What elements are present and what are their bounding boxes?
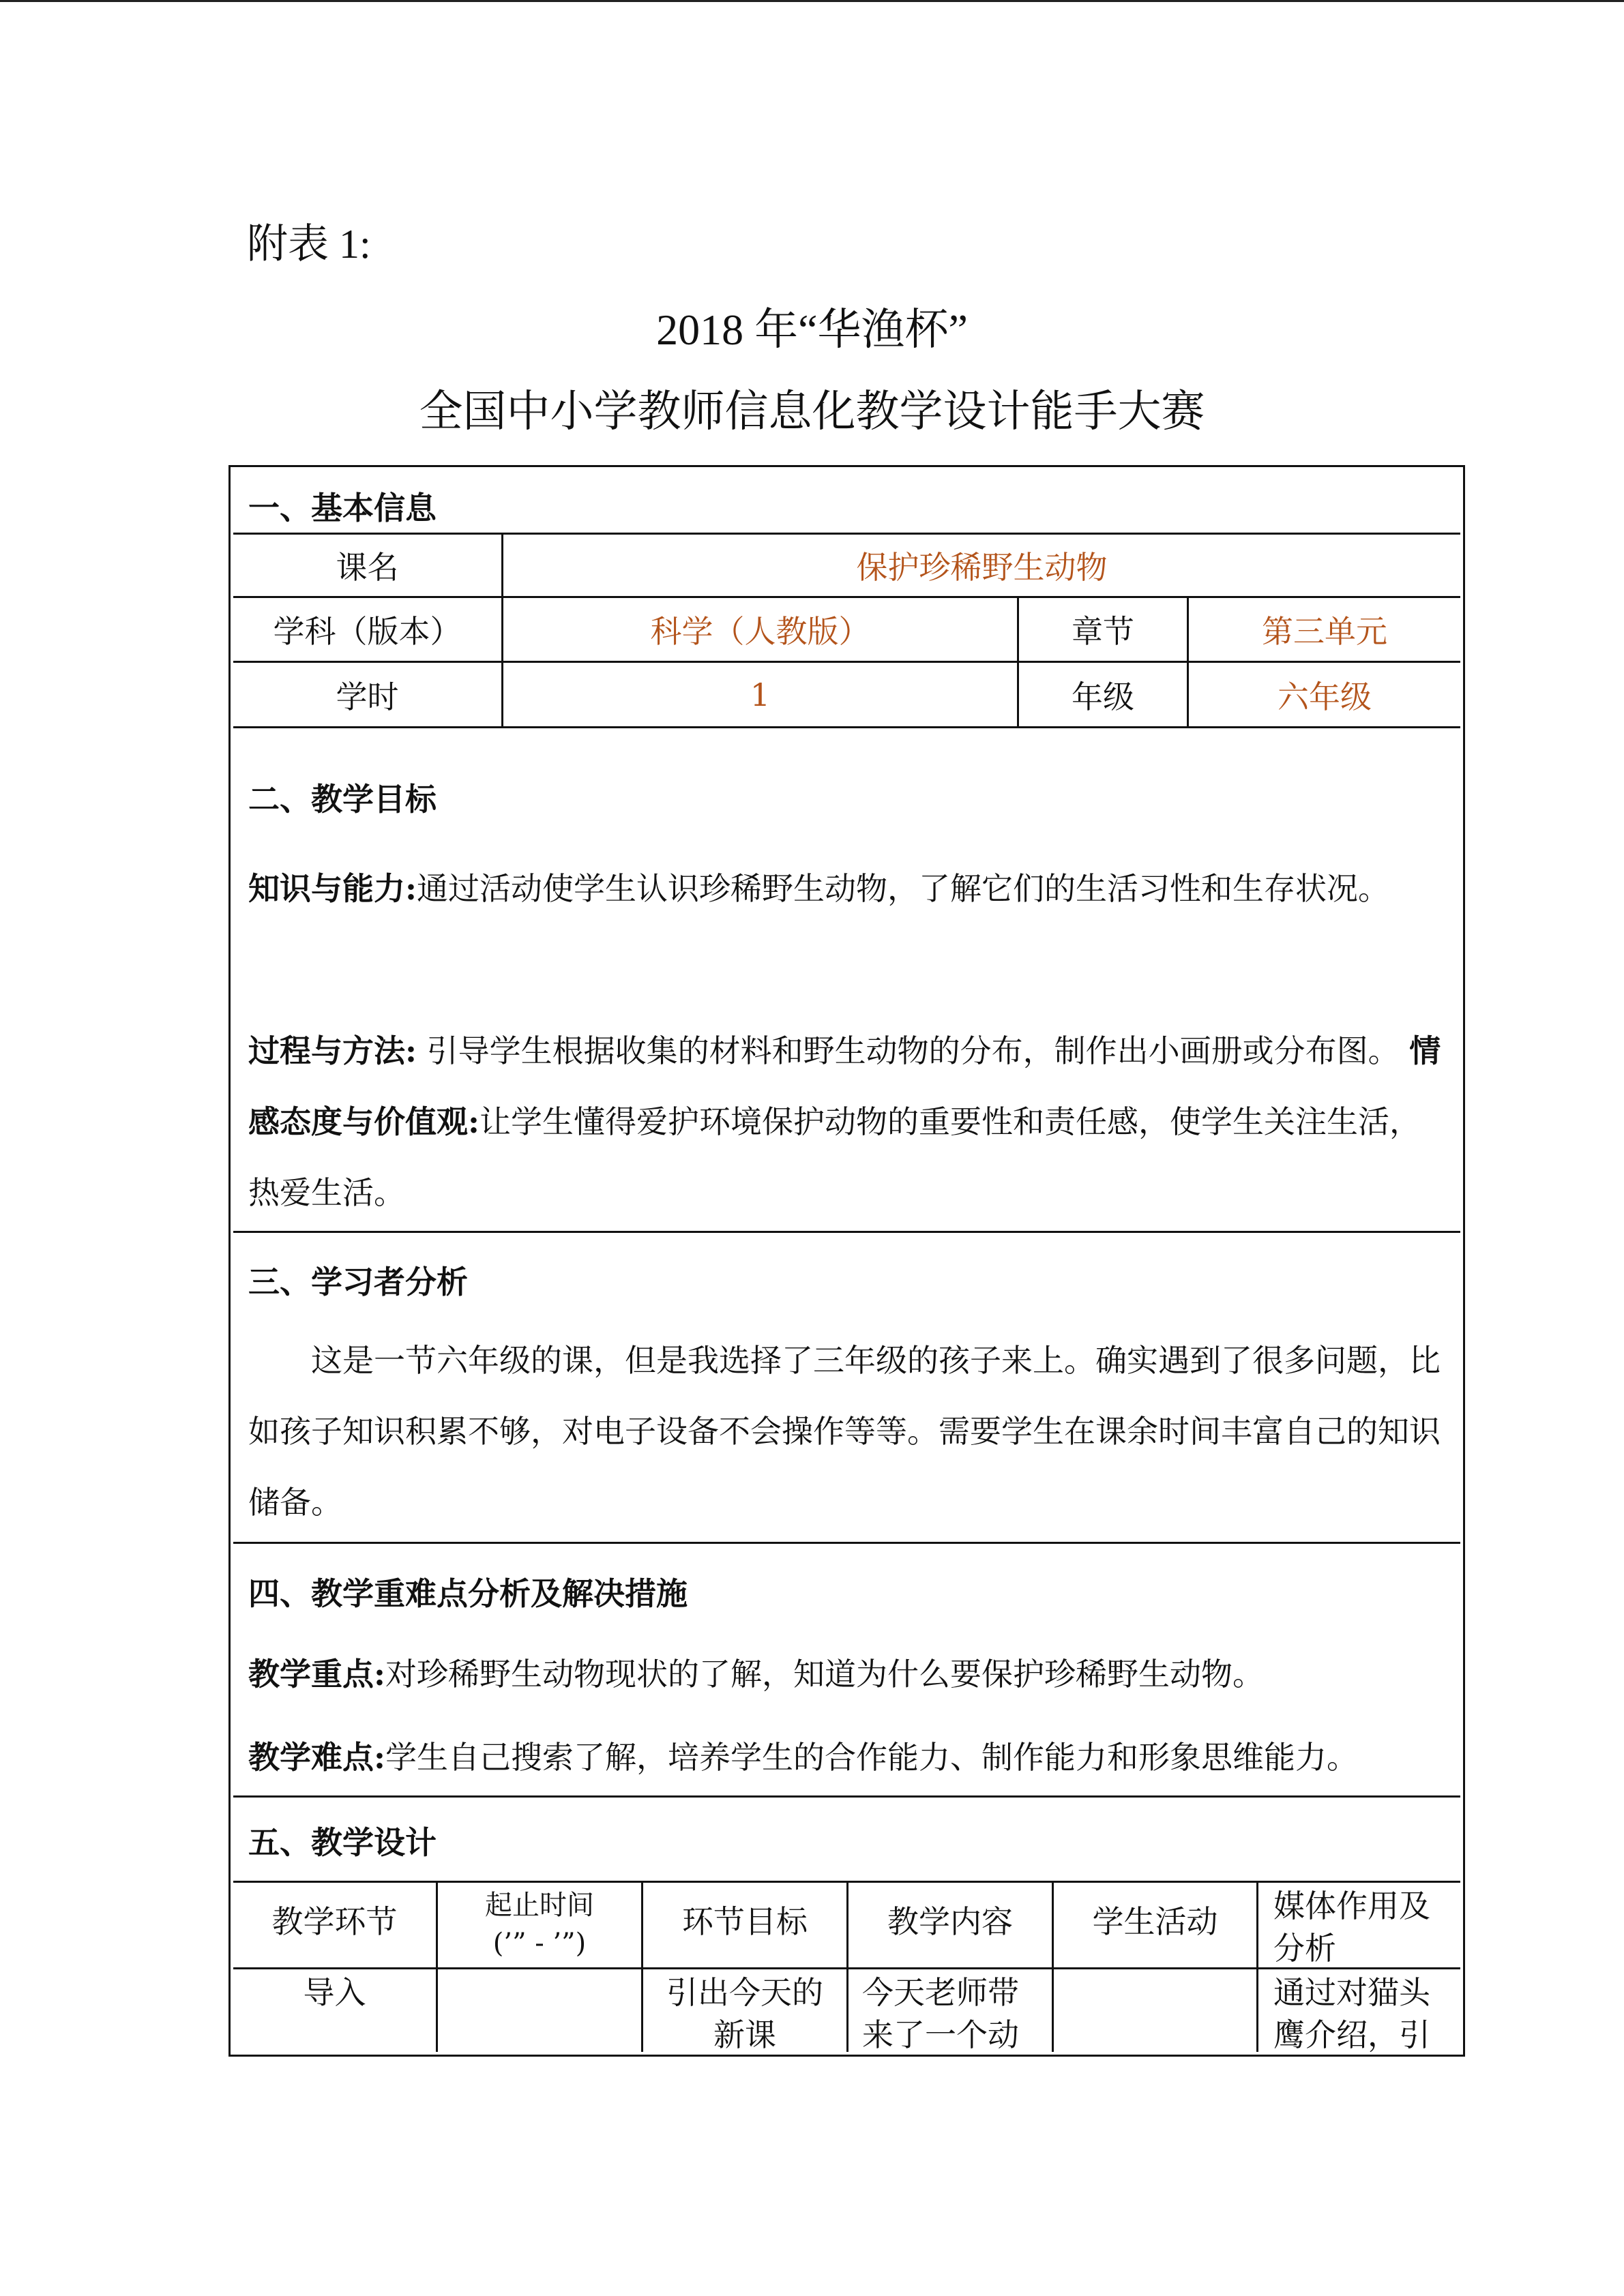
row-divider bbox=[233, 1542, 1460, 1544]
learner-analysis-text: 这是一节六年级的课，但是我选择了三年级的孩子来上。确实遇到了很多问题，比如孩子知识积累不够，对电子设备不会操作等等。需要学生在课余时间丰富自己的知识储备。 bbox=[248, 1342, 1441, 1521]
section-heading-teaching-design: 五、教学设计 bbox=[248, 1824, 437, 1861]
hours-value: 1 bbox=[750, 676, 771, 713]
row-divider bbox=[233, 726, 1460, 728]
section-heading-basic-info: 一、基本信息 bbox=[248, 490, 437, 526]
row1-stage: 导入 bbox=[303, 1974, 366, 2011]
column-header-content: 教学内容 bbox=[887, 1903, 1013, 1940]
section-heading-teaching-goals: 二、教学目标 bbox=[248, 781, 437, 818]
page-top-border bbox=[0, 0, 1624, 2]
key-point-label: 教学重点: bbox=[248, 1656, 385, 1693]
document-title-line1: 2018 年“华渔杯” bbox=[656, 305, 968, 354]
hours-label: 学时 bbox=[336, 678, 399, 715]
row1-goal: 引出今天的新课 bbox=[666, 1974, 823, 2053]
row1-content: 今天老师带来了一个动 bbox=[862, 1974, 1019, 2053]
column-header-stage: 教学环节 bbox=[271, 1903, 398, 1940]
subject-label: 学科（版本） bbox=[273, 613, 462, 650]
knowledge-label: 知识与能力: bbox=[248, 870, 417, 907]
document-title-line2: 全国中小学教师信息化教学设计能手大赛 bbox=[419, 387, 1205, 437]
appendix-label: 附表 1: bbox=[247, 222, 371, 267]
chapter-label: 章节 bbox=[1072, 613, 1134, 650]
row-divider bbox=[233, 1795, 1460, 1798]
col-divider bbox=[1256, 1881, 1258, 2052]
column-header-activity: 学生活动 bbox=[1092, 1903, 1218, 1940]
course-value: 保护珍稀野生动物 bbox=[856, 549, 1108, 586]
column-header-goal: 环节目标 bbox=[682, 1903, 808, 1940]
process-and-emotion-goals bbox=[248, 1015, 1449, 1228]
row-divider bbox=[233, 1231, 1460, 1233]
section-heading-learner-analysis: 三、学习者分析 bbox=[248, 1264, 468, 1300]
form-table bbox=[233, 470, 1460, 2052]
emotion-text: 让学生懂得爱护环境保护动物的重要性和责任感，使学生关注生活，热爱生活。 bbox=[248, 1103, 1421, 1211]
column-header-time-format: (’” - ’”) bbox=[492, 1928, 587, 1959]
subject-value: 科学（人教版） bbox=[650, 613, 870, 650]
grade-value: 六年级 bbox=[1278, 678, 1372, 715]
column-header-time bbox=[438, 1886, 641, 1963]
grade-label: 年级 bbox=[1072, 678, 1134, 715]
difficulty-label: 教学难点: bbox=[248, 1739, 385, 1776]
key-point-text: 对珍稀野生动物现状的了解，知道为什么要保护珍稀野生动物。 bbox=[385, 1656, 1264, 1693]
emotion-label: 情感态度与价值观: bbox=[248, 1032, 1441, 1140]
knowledge-goal bbox=[248, 853, 1449, 924]
column-header-media: 媒体作用及分析 bbox=[1273, 1888, 1430, 1967]
process-label: 过程与方法: bbox=[248, 1032, 417, 1069]
section-heading-key-points: 四、教学重难点分析及解决措施 bbox=[248, 1575, 688, 1612]
difficulty-point bbox=[248, 1722, 1449, 1793]
difficulty-text: 学生自己搜索了解，培养学生的合作能力、制作能力和形象思维能力。 bbox=[385, 1739, 1358, 1776]
key-point bbox=[248, 1639, 1449, 1710]
knowledge-text: 通过活动使学生认识珍稀野生动物，了解它们的生活习性和生存状况。 bbox=[416, 870, 1389, 907]
row1-media: 通过对猫头鹰介绍，引 bbox=[1273, 1974, 1430, 2053]
process-text: 引导学生根据收集的材料和野生动物的分布，制作出小画册或分布图。 bbox=[416, 1032, 1400, 1069]
column-header-time-label: 起止时间 bbox=[485, 1890, 594, 1921]
course-label: 课名 bbox=[336, 549, 399, 586]
chapter-value: 第三单元 bbox=[1262, 613, 1387, 650]
